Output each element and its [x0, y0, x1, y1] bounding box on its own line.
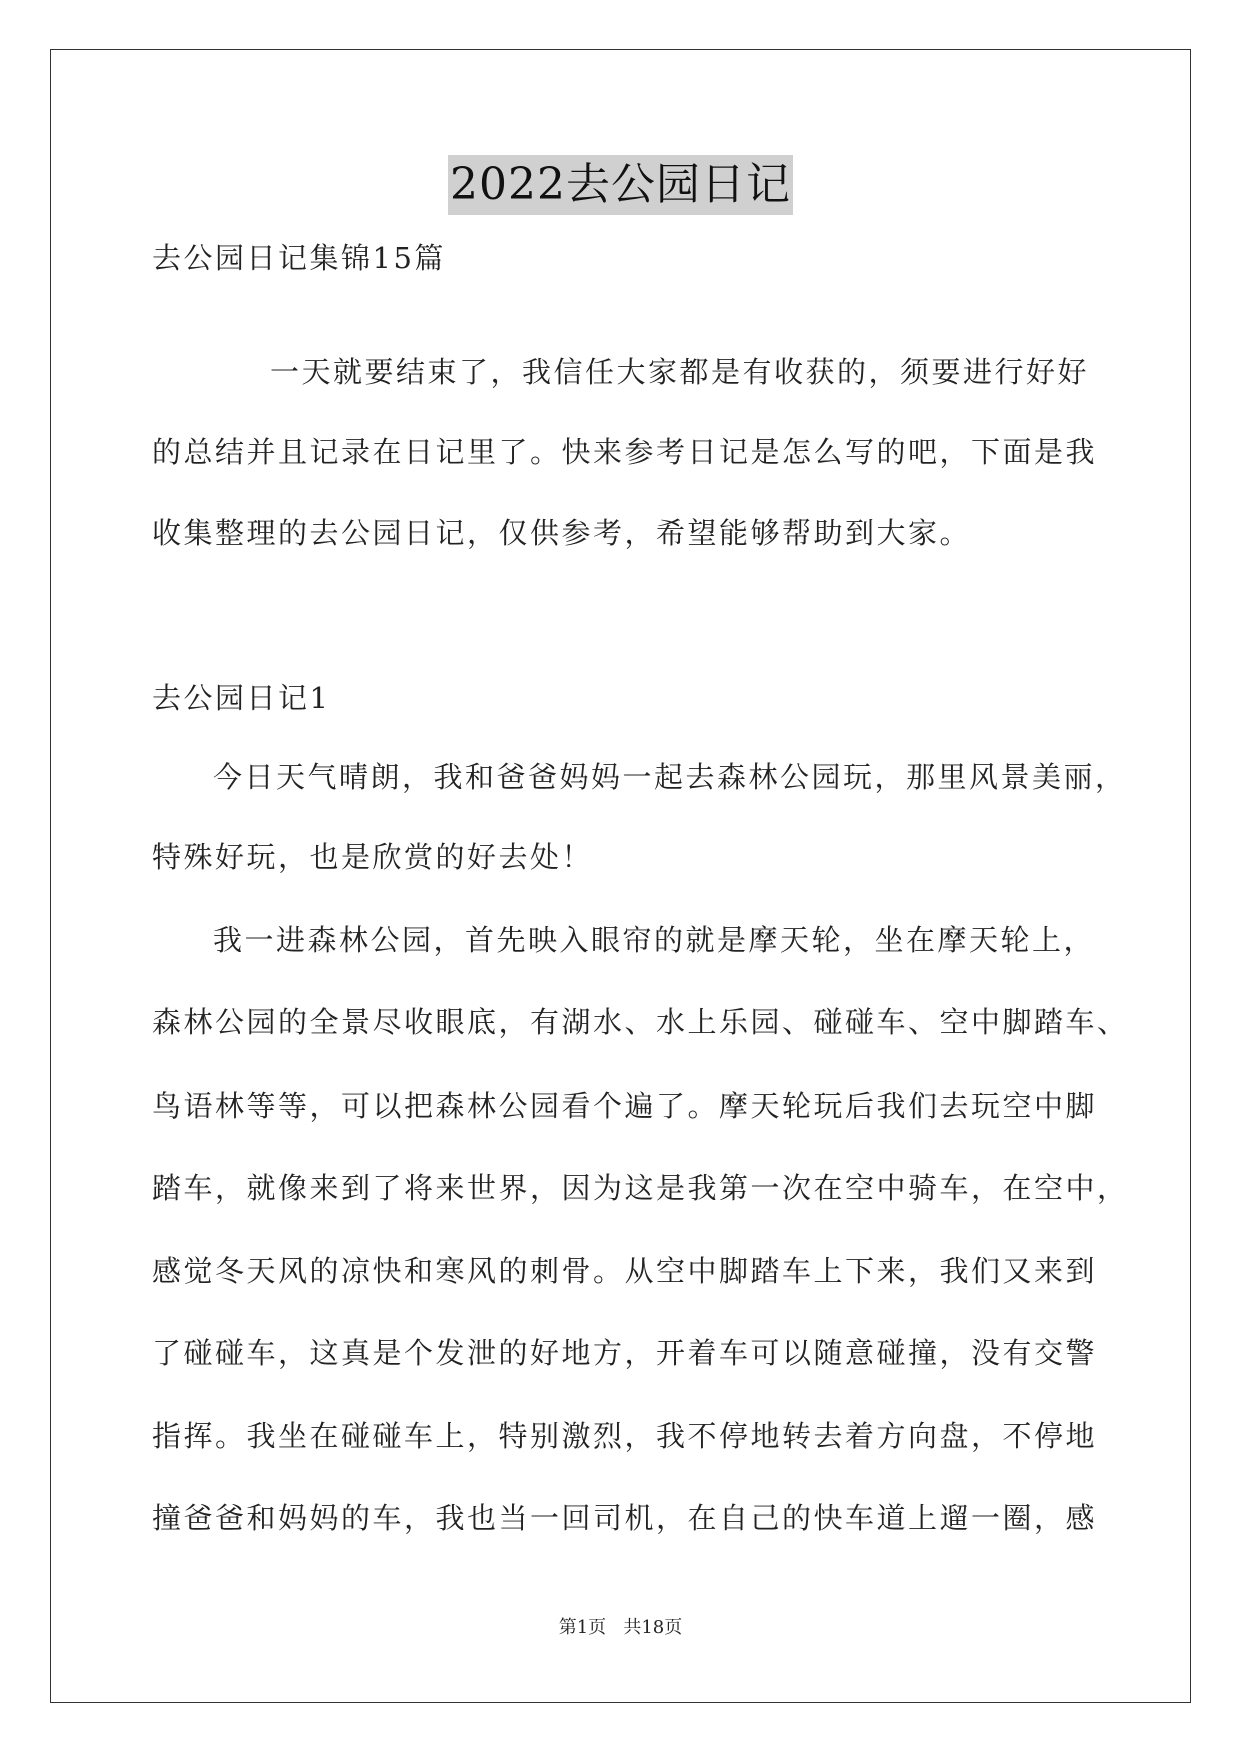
- intro-line: 收集整理的去公园日记，仅供参考，希望能够帮助到大家。: [152, 516, 972, 550]
- document-subtitle: 去公园日记集锦15篇: [152, 241, 446, 275]
- body-line: 森林公园的全景尽收眼底，有湖水、水上乐园、碰碰车、空中脚踏车、: [152, 1005, 1129, 1039]
- body-line: 指挥。我坐在碰碰车上，特别激烈，我不停地转去着方向盘，不停地: [152, 1419, 1098, 1453]
- body-line: 了碰碰车，这真是个发泄的好地方，开着车可以随意碰撞，没有交警: [152, 1336, 1098, 1370]
- body-line: 鸟语林等等，可以把森林公园看个遍了。摩天轮玩后我们去玩空中脚: [152, 1089, 1098, 1123]
- intro-line: 一天就要结束了，我信任大家都是有收获的，须要进行好好: [270, 355, 1090, 389]
- body-line: 特殊好玩，也是欣赏的好去处！: [152, 840, 594, 874]
- body-line: 今日天气晴朗，我和爸爸妈妈一起去森林公园玩，那里风景美丽，: [213, 760, 1127, 794]
- intro-line: 的总结并且记录在日记里了。快来参考日记是怎么写的吧，下面是我: [152, 435, 1098, 469]
- title-container: [0, 155, 1241, 215]
- document-title: 2022去公园日记: [448, 155, 793, 215]
- page-footer: 第1页 共18页: [558, 1617, 683, 1638]
- body-line: 我一进森林公园，首先映入眼帘的就是摩天轮，坐在摩天轮上，: [213, 923, 1096, 957]
- body-line: 撞爸爸和妈妈的车，我也当一回司机，在自己的快车道上遛一圈，感: [152, 1501, 1098, 1535]
- body-line: 感觉冬天风的凉快和寒风的刺骨。从空中脚踏车上下来，我们又来到: [152, 1254, 1098, 1288]
- body-line: 踏车，就像来到了将来世界，因为这是我第一次在空中骑车，在空中，: [152, 1171, 1129, 1205]
- section-heading: 去公园日记1: [152, 681, 331, 715]
